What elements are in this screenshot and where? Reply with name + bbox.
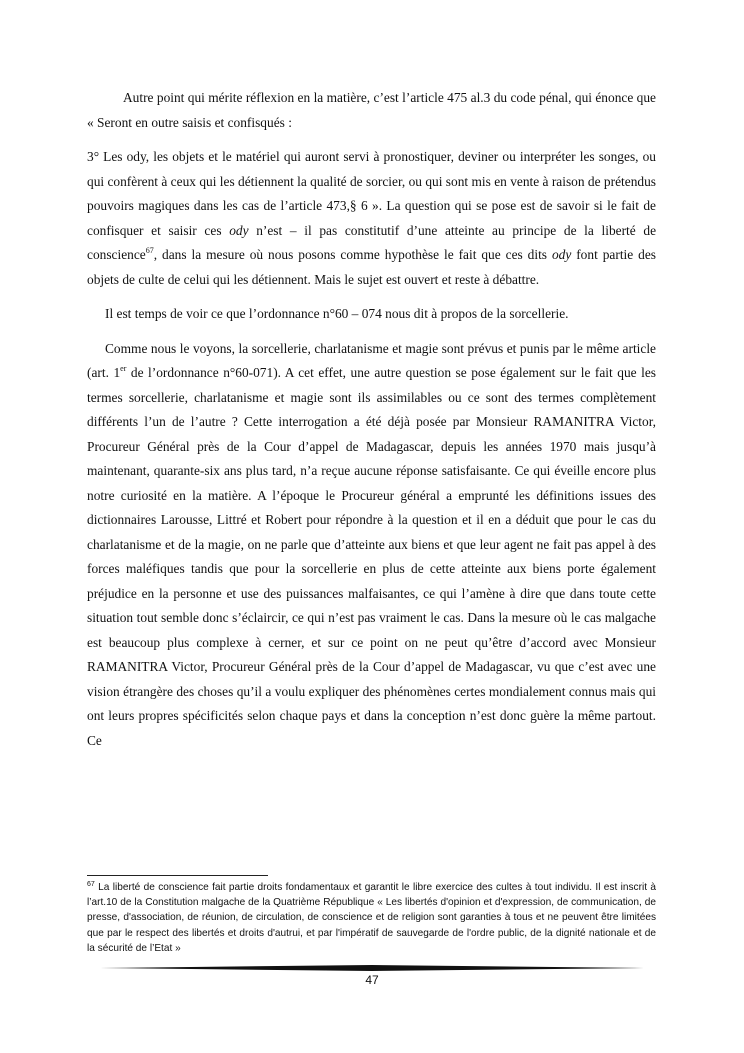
page-number: 47 — [365, 973, 379, 987]
footnote-text: La liberté de conscience fait partie droits fondamentaux et garantit le libre exercice des cultes à tout individu. Il est inscrit à l’art.10 de la Constitution malgache de la Quatrième République « Les libertés d'opinion et d'expression, de communication, de presse, d'association, de réunion, de circulation, de conscience et de religion sont garanties à tous et ne peuvent être limitées que par le respect des libertés et droits d'autrui, et par l'impératif de sauvegarde de l'ordre public, de la dignité nationale et de la sécurité de l’Etat » — [87, 882, 656, 954]
paragraph-1: Autre point qui mérite réflexion en la matière, c’est l’article 475 al.3 du code pénal, qui énonce que « Seront en outre saisis et confisqués : — [87, 90, 656, 130]
ody-term: ody — [551, 247, 572, 262]
footer-rule — [100, 965, 644, 971]
ody-term: ody — [229, 222, 249, 238]
paragraph-2: 3° Les ody, les objets et le matériel qui auront servi à pronostiquer, deviner ou interpréter les songes, ou qui confèrent à ceux qui les détiennent la qualité de sorcier, ou qui sont mis en vente à raison de prétendus pouvoirs magiques dans les cas de l’article 473,§ 6 ». La question qui se pose est de savoir si le fait de confisquer et saisir ces ody n’est – il pas constitutif d’une atteinte au principe de la liberté de conscience$^{67}$, dans la mesure où nous posons comme hypothèse le fait que ces dits ody font partie des objets de culte de celui qui les détiennent. Mais le sujet est ouvert et reste à débattre. — [87, 149, 657, 287]
footnote-separator — [87, 875, 268, 876]
paragraph-3: Il est temps de voir ce que l’ordonnance n°60 – 074 nous dit à propos de la sorcellerie. — [105, 306, 569, 321]
footnote-number: 67 — [87, 881, 95, 888]
body-text — [87, 86, 656, 763]
footnote — [87, 880, 656, 956]
ordinal-superscript: er — [120, 364, 127, 373]
footnote-reference: 67 — [145, 246, 154, 255]
paragraph-4: Comme nous le voyons, la sorcellerie, charlatanisme et magie sont prévus et punis par le même article (art. 1er de l’ordonnance n°60-071). A cet effet, une autre question se pose également sur le fait que les termes sorcellerie, charlatanisme et magie sont ils assimilables ou ce sont des termes complètement différents l’un de l’autre ? Cette interrogation a été déjà posée par Monsieur RAMANITRA Victor, Procureur Général près de la Cour d’appel de Madagascar, depuis les années 1970 mais jusqu’à maintenant, quarante-six ans plus tard, n’a reçue aucune réponse satisfaisante. Ce qui éveille encore plus notre curiosité en la matière. A l’époque le Procureur général a emprunté les définitions issues des dictionnaires Larousse, Littré et Robert pour répondre à la question et il en a déduit que pour le cas du charlatanisme et de la magie, on ne parle que d’atteinte aux biens et que leur agent ne fait pas appel à des forces maléfiques tandis que pour la sorcellerie en plus de cette atteinte aux biens porte également préjudice en la personne et use des puissances malfaisantes, ce qui l’amène à dire que dans toute cette situation tout semble donc s’éclaircir, ce qui n’est pas vraiment le cas. Dans la mesure où le cas malgache est beaucoup plus complexe à cerner, et sur ce point on ne peut qu’être d’accord avec Monsieur RAMANITRA Victor, Procureur Général près de la Cour d’appel de Madagascar, vu que c’est avec une vision étrangère des choses qu’il a voulu expliquer des phénomènes certes mondialement connus mais qui ont leurs propres spécificités selon chaque pays et dans la conception n’est donc guère la même partout. Ce — [87, 340, 656, 748]
